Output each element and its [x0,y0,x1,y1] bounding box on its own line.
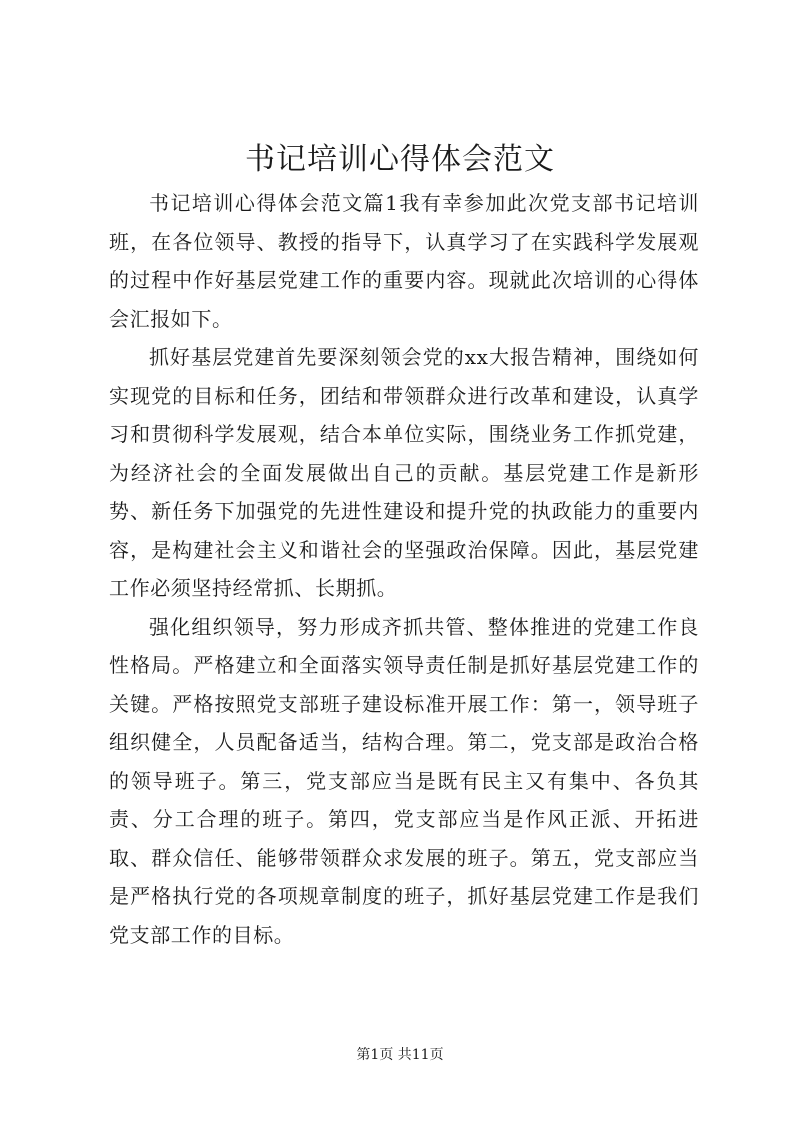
paragraph-1: 书记培训心得体会范文篇1我有幸参加此次党支部书记培训班，在各位领导、教授的指导下，认真学习了在实践科学发展观的过程中作好基层党建工作的重要内容。现就此次培训的心得体会汇报如下。 [109,191,699,331]
page-footer [0,1045,800,1065]
paragraph-2: 抓好基层党建首先要深刻领会党的xx大报告精神，围绕如何实现党的目标和任务，团结和带领群众进行改革和建设，认真学习和贯彻科学发展观，结合本单位实际，围绕业务工作抓党建，为经济社会的全面发展做出自己的贡献。基层党建工作是新形势、新任务下加强党的先进性建设和提升党的执政能力的重要内容，是构建社会主义和谐社会的坚强政治保障。因此，基层党建工作必须坚持经常抓、长期抓。 [109,345,699,600]
document-title: 书记培训心得体会范文 [245,142,555,177]
page-number-label: 第1页 共11页 [356,1047,444,1063]
document-body [109,184,699,954]
paragraph-3: 强化组织领导，努力形成齐抓共管、整体推进的党建工作良性格局。严格建立和全面落实领导责任制是抓好基层党建工作的关键。严格按照党支部班子建设标准开展工作：第一，领导班子组织健全，人员配备适当，结构合理。第二，党支部是政治合格的领导班子。第三，党支部应当是既有民主又有集中、各负其责、分工合理的班子。第四，党支部应当是作风正派、开拓进取、群众信任、能够带领群众求发展的班子。第五，党支部应当是严格执行党的各项规章制度的班子，抓好基层党建工作是我们党支部工作的目标。 [109,614,699,947]
